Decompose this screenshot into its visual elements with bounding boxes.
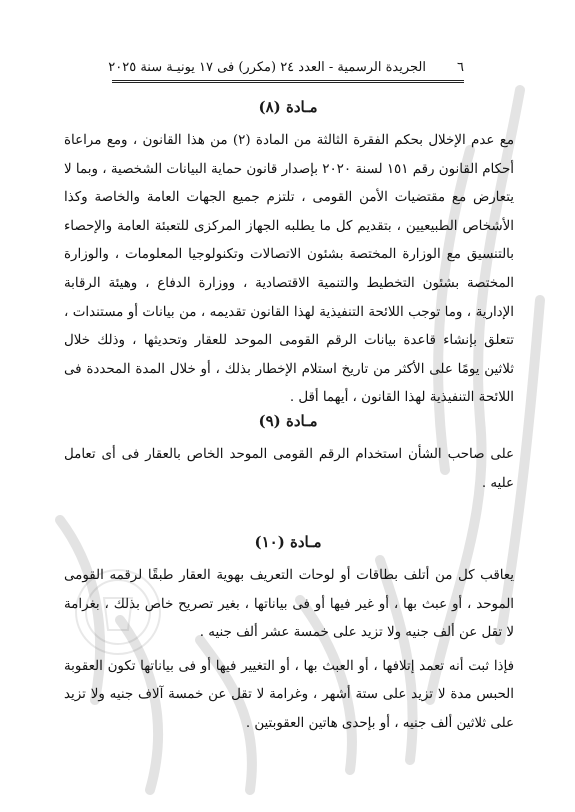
page-number: ٦ bbox=[457, 60, 464, 75]
article-9-text: على صاحب الشأن استخدام الرقم القومى الموحد الخاص بالعقار فى أى تعامل عليه . bbox=[64, 447, 514, 491]
article-9-heading: مـادة (٩) bbox=[258, 412, 318, 430]
page-header bbox=[108, 56, 464, 80]
article-10-text-2: فإذا ثبت أنه تعمد إتلافها ، أو العبث بها ، أو التغيير فيها أو فى بياناتها تكون العقوبة الحبس مدة لا تزيد على ستة أشهر ، وغرامة لا تقل عن خمسة آلاف جنيه ولا تزيد على ثلاثين ألف جنيه ، أو بإحدى هاتين العقوبتين . bbox=[64, 658, 514, 731]
header-rule bbox=[112, 80, 464, 83]
article-8-heading: مـادة (٨) bbox=[258, 98, 318, 116]
article-8-text: مع عدم الإخلال بحكم الفقرة الثالثة من المادة (٢) من هذا القانون ، ومع مراعاة أحكام القانون رقم ١٥١ لسنة ٢٠٢٠ بإصدار قانون حماية البيانات الشخصية ، وبما لا يتعارض مع مقتضيات الأمن القومى ، تلتزم جميع الجهات العامة والخاصة وكذا الأشخاص الطبيعيين ، بتقديم كل ما يطلبه الجهاز المركزى للتعبئة العامة والإحصاء بالتنسيق مع الوزارة المختصة بشئون الاتصالات وتكنولوجيا المعلومات ، والوزارة المختصة بشئون التخطيط والتنمية الاقتصادية ، ووزارة الدفاع ، وهيئة الرقابة الإدارية ، وما توجب اللائحة التنفيذية لهذا القانون تقديمه ، من بيانات أو مستندات ، تتعلق بإنشاء قاعدة بيانات الرقم القومى الموحد للعقار وتحديثها ، وذلك خلال ثلاثين يومًا على الأكثر من تاريخ استلام الإخطار بذلك ، أو خلال المدة المحددة فى اللائحة التنفيذية لهذا القانون ، أيهما أقل . bbox=[64, 133, 515, 406]
article-8-body bbox=[64, 127, 514, 413]
article-10-heading: مـادة (١٠) bbox=[254, 533, 322, 551]
article-10-body bbox=[64, 562, 514, 739]
article-10-text: يعاقب كل من أتلف بطاقات أو لوحات التعريف بهوية العقار طبقًا لرقمه القومى الموحد ، أو عبث بها ، أو غير فيها أو فى بياناتها ، بغير تصريح خاص بذلك ، بغرامة لا تقل عن ألف جنيه ولا تزيد على خمسة عشر ألف جنيه . bbox=[64, 568, 514, 641]
article-9-body bbox=[64, 441, 514, 498]
gazette-title: الجريدة الرسمية - العدد ٢٤ (مكرر) فى ١٧ يونيـة سنة ٢٠٢٥ bbox=[108, 60, 426, 75]
